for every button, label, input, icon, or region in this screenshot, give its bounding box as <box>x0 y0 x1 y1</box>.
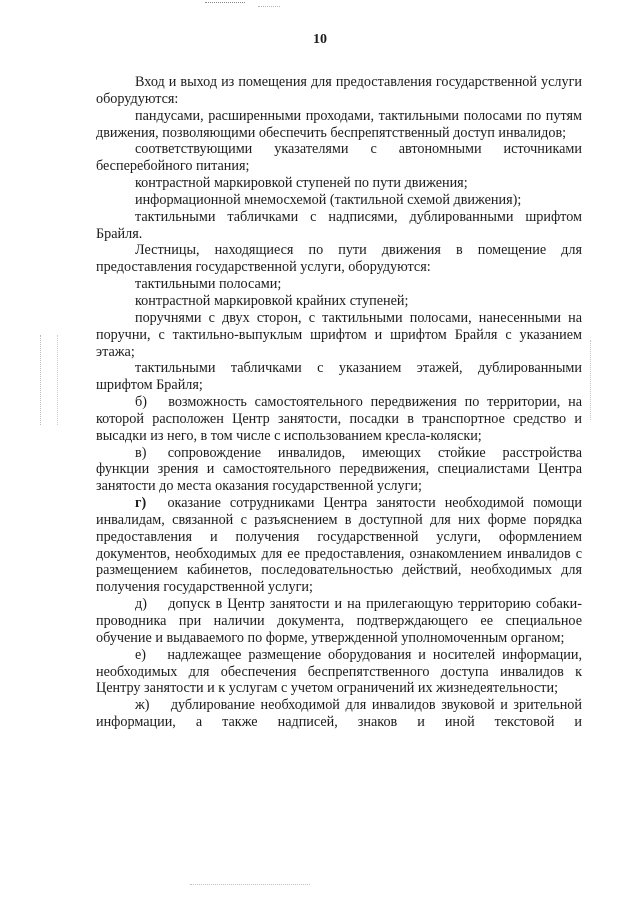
paragraph-step-marking: контрастной маркировкой ступеней по пути движения; <box>135 175 468 192</box>
paragraph-ramps: пандусами, расширенными проходами, тактильными полосами по путям движения, позволяющими обеспечить беспрепятственный доступ инвалидов; <box>96 107 582 141</box>
paragraph-mnemonic-scheme: информационной мнемосхемой (тактильной схемой движения); <box>135 191 522 208</box>
list-marker-v: в) <box>135 444 147 461</box>
paragraph-signs: соответствующими указателями с автономными источниками бесперебойного питания; <box>96 141 582 175</box>
paragraph-handrails: поручнями с двух сторон, с тактильными полосами, нанесенными на поручни, с тактильно-выпуклым шрифтом и шрифтом Брайля с указанием этажа; <box>96 309 582 360</box>
list-text-b: возможность самостоятельного передвижения по территории, на которой расположен Центр занятости, посадки в транспортное средство и высадки из него, в том числе с использованием кресла-коляски; <box>96 394 582 444</box>
list-item-g <box>96 495 582 596</box>
paragraph-floor-plates: тактильными табличками с указанием этажей, дублированными шрифтом Брайля; <box>96 360 582 394</box>
list-marker-e: е) <box>135 646 147 663</box>
list-text-v: сопровождение инвалидов, имеющих стойкие расстройства функции зрения и самостоятельного передвижения, специалистами Центра занятости до места оказания государственной услуги; <box>96 444 582 495</box>
list-marker-b: б) <box>135 394 147 411</box>
scan-artifact-bottom <box>190 884 310 887</box>
scan-artifact-top <box>205 2 245 6</box>
list-text-zh: дублирование необходимой для инвалидов звуковой и зрительной информации, а также надписей, знаков и иной текстовой и <box>96 697 582 731</box>
list-item-d <box>96 596 582 647</box>
document-body <box>96 74 582 731</box>
list-text-d: допуск в Центр занятости и на прилегающую территорию собаки-проводника при наличии документа, подтверждающего ее специальное обучение и выдаваемого по форме, утвержденной уполномоченным органом; <box>96 596 582 646</box>
list-item-zh <box>96 697 582 731</box>
paragraph-tactile-plates: тактильными табличками с надписями, дублированными шрифтом Брайля. <box>96 208 582 242</box>
list-text-g: оказание сотрудниками Центра занятости необходимой помощи инвалидам, связанной с разъяснением в доступной для них форме порядка предоставления и получения государственной услуги, оформлением документов, необходимых для ее предоставления, ознакомлением инвалидов с размещением кабинетов, последовательностью действий, необходимых для получения государственной услуги; <box>96 495 582 596</box>
paragraph-tactile-strips: тактильными полосами; <box>135 276 282 293</box>
paragraph-edge-steps: контрастной маркировкой крайних ступеней; <box>135 292 409 309</box>
list-marker-d: д) <box>135 596 147 613</box>
list-marker-g: г) <box>135 495 147 512</box>
list-item-e <box>96 647 582 698</box>
paragraph-entrance-intro: Вход и выход из помещения для предоставления государственной услуги оборудуются: <box>96 74 582 107</box>
paragraph-stairs-intro: Лестницы, находящиеся по пути движения в помещение для предоставления государственной услуги, оборудуются: <box>96 242 582 276</box>
list-item-v <box>96 445 582 496</box>
scan-artifact-left <box>40 335 58 425</box>
list-item-b <box>96 394 582 445</box>
scan-artifact-top-2 <box>258 6 280 9</box>
scan-artifact-right <box>590 340 607 420</box>
list-marker-zh: ж) <box>135 697 150 714</box>
list-text-e: надлежащее размещение оборудования и носителей информации, необходимых для обеспечения беспрепятственного доступа инвалидов к Центру занятости и к услугам с учетом ограничений их жизнедеятельности; <box>96 646 582 697</box>
page-number: 10 <box>313 32 327 47</box>
